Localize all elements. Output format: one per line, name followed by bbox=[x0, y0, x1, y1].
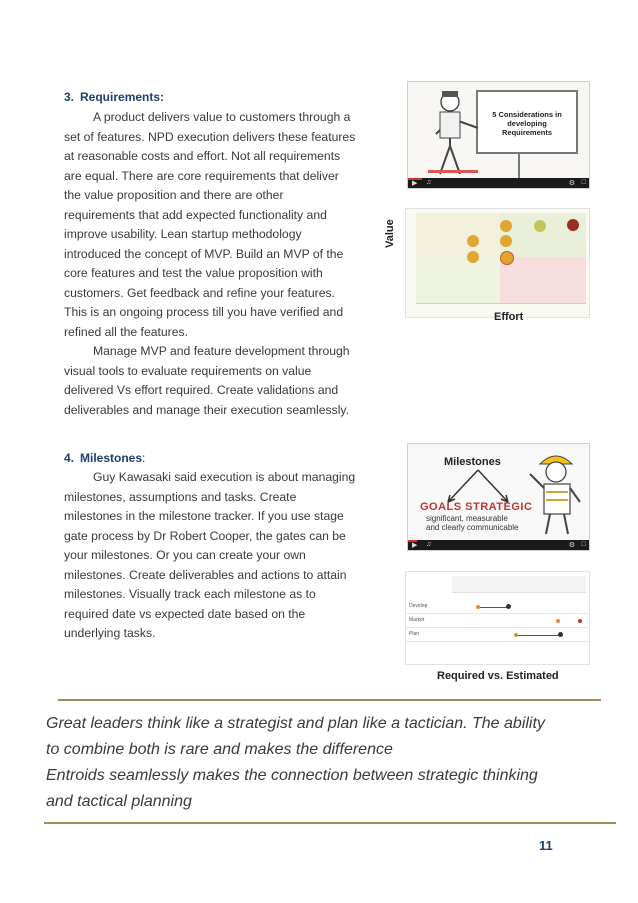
requirements-paragraph-2 bbox=[64, 342, 384, 420]
tracker-row-label: Plan bbox=[409, 631, 420, 637]
milestones-video-title: Milestones bbox=[444, 456, 501, 468]
requirements-video-thumbnail[interactable] bbox=[407, 81, 590, 189]
tracker-row bbox=[406, 630, 589, 642]
quote-bottom-rule bbox=[44, 822, 616, 824]
chart-point bbox=[567, 219, 579, 231]
board-stand bbox=[518, 152, 520, 178]
quote-line: Entroids seamlessly makes the connection between strategic thinking bbox=[46, 767, 538, 784]
milestones-video-thumbnail[interactable] bbox=[407, 443, 590, 551]
text-line: Guy Kawasaki said execution is about managing bbox=[93, 470, 356, 484]
text-line: the value proposition and there are other bbox=[64, 188, 284, 202]
milestones-title: Milestones bbox=[80, 451, 143, 465]
tracker-bar bbox=[516, 635, 560, 636]
fullscreen-icon[interactable]: □ bbox=[581, 179, 586, 186]
text-line: improve usability. Lean startup methodology bbox=[64, 227, 302, 241]
text-line: milestones. Create deliverables and actions to attain bbox=[64, 567, 347, 582]
quote-top-rule bbox=[58, 699, 601, 701]
fullscreen-icon[interactable]: □ bbox=[581, 541, 586, 548]
requirements-heading bbox=[64, 90, 164, 104]
goals-description-line: significant, measurable bbox=[426, 514, 508, 523]
goals-description-line: and clearly communicable bbox=[426, 523, 519, 532]
play-icon[interactable]: ▶ bbox=[412, 542, 418, 549]
presenter-figure-icon bbox=[426, 88, 486, 178]
text-line: underlying tasks. bbox=[64, 626, 156, 640]
whiteboard-text-line: 5 Considerations in bbox=[492, 110, 562, 119]
quote-line: Great leaders think like a strategist and plan like a tactician. The ability bbox=[46, 715, 545, 732]
x-axis-line bbox=[416, 303, 586, 304]
text-line: core features and test the value proposition with bbox=[64, 266, 323, 280]
tracker-end-marker bbox=[578, 619, 582, 623]
volume-icon[interactable]: ♫ bbox=[426, 541, 432, 548]
settings-icon[interactable]: ⚙ bbox=[568, 542, 575, 549]
tracker-start-marker bbox=[476, 605, 480, 609]
text-line: deliverables and manage their execution seamlessly. bbox=[64, 402, 349, 417]
tracker-timeline-header bbox=[452, 576, 586, 593]
text-line: introduced the concept of MVP. Build an MVP of the bbox=[64, 246, 344, 261]
video-controls-bar[interactable] bbox=[408, 540, 589, 550]
text-line: requirements that add expected functionality and bbox=[64, 207, 327, 222]
chart-point bbox=[467, 251, 479, 263]
text-line: This is an ongoing process till you have verified and bbox=[64, 305, 344, 319]
text-line: required date vs expected date based on the bbox=[64, 606, 306, 621]
chart-point bbox=[467, 235, 479, 247]
text-line: milestones in the milestone tracker. If you use stage bbox=[64, 509, 344, 523]
worker-figure-icon bbox=[526, 448, 586, 536]
chart-point bbox=[500, 251, 514, 265]
quadrant-bottom-right bbox=[500, 257, 586, 303]
text-line: visual tools to evaluate requirements on value bbox=[64, 363, 312, 378]
goals-strategic-label: GOALS STRATEGIC bbox=[420, 501, 533, 513]
requirements-title: Requirements: bbox=[80, 90, 165, 104]
tracker-end-marker bbox=[506, 604, 511, 609]
whiteboard-text-line: developing Requirements bbox=[501, 119, 552, 137]
tracker-row-label: Market bbox=[409, 617, 425, 623]
tracker-end-marker bbox=[558, 632, 563, 637]
video-controls-bar[interactable] bbox=[408, 178, 589, 188]
goals-description bbox=[426, 514, 519, 532]
milestone-tracker-chart bbox=[405, 571, 590, 665]
text-line: your milestones. Or you can create your own bbox=[64, 548, 306, 562]
volume-icon[interactable]: ♫ bbox=[426, 179, 432, 186]
value-effort-chart bbox=[405, 208, 590, 318]
quote-line: to combine both is rare and makes the difference bbox=[46, 741, 393, 758]
text-line: A product delivers value to customers through a bbox=[93, 110, 351, 124]
tracker-row-label: Develop bbox=[409, 603, 428, 609]
text-line: set of features. NPD execution delivers these features bbox=[64, 129, 356, 144]
play-icon[interactable]: ▶ bbox=[412, 180, 418, 187]
text-line: gate process by Dr Robert Cooper, the gates can be bbox=[64, 528, 346, 543]
tracker-start-marker bbox=[514, 633, 518, 637]
quadrant-bottom-left bbox=[416, 257, 500, 303]
milestones-number: 4. bbox=[64, 451, 75, 465]
requirements-number: 3. bbox=[64, 90, 75, 104]
tracker-row bbox=[406, 602, 589, 614]
text-line: milestones, assumptions and tasks. Create bbox=[64, 489, 297, 504]
text-line: customers. Get feedback and refine your features. bbox=[64, 285, 335, 300]
chart-point bbox=[500, 235, 512, 247]
text-line: at reasonable costs and effort. Not all requirements bbox=[64, 149, 341, 163]
text-line: are equal. There are core requirements that deliver bbox=[64, 168, 339, 183]
milestones-heading bbox=[64, 451, 145, 465]
text-line: delivered Vs effort required. Create validations and bbox=[64, 383, 339, 397]
tracker-bar bbox=[478, 607, 508, 608]
whiteboard-text bbox=[484, 110, 570, 137]
quote-line: and tactical planning bbox=[46, 793, 192, 810]
requirements-paragraph-1 bbox=[64, 108, 384, 342]
milestones-title-colon: : bbox=[142, 451, 146, 465]
tracker-start-marker bbox=[556, 619, 560, 623]
text-line: refined all the features. bbox=[64, 324, 188, 339]
tracker-caption: Required vs. Estimated bbox=[437, 670, 559, 682]
quote-block bbox=[46, 711, 626, 815]
milestones-body bbox=[64, 468, 384, 644]
chart-point bbox=[534, 220, 546, 232]
effort-axis-title: Effort bbox=[494, 311, 524, 323]
tracker-row bbox=[406, 616, 589, 628]
value-axis-title: Value bbox=[384, 219, 396, 248]
whiteboard bbox=[476, 90, 578, 154]
chart-point bbox=[500, 220, 512, 232]
floor-line bbox=[428, 170, 478, 173]
quadrant-top-left bbox=[416, 213, 500, 257]
page-number: 11 bbox=[539, 838, 553, 853]
requirements-body bbox=[64, 108, 384, 420]
text-line: milestones. Visually track each milestone as to bbox=[64, 587, 316, 601]
settings-icon[interactable]: ⚙ bbox=[568, 180, 575, 187]
text-line: Manage MVP and feature development through bbox=[93, 344, 350, 358]
